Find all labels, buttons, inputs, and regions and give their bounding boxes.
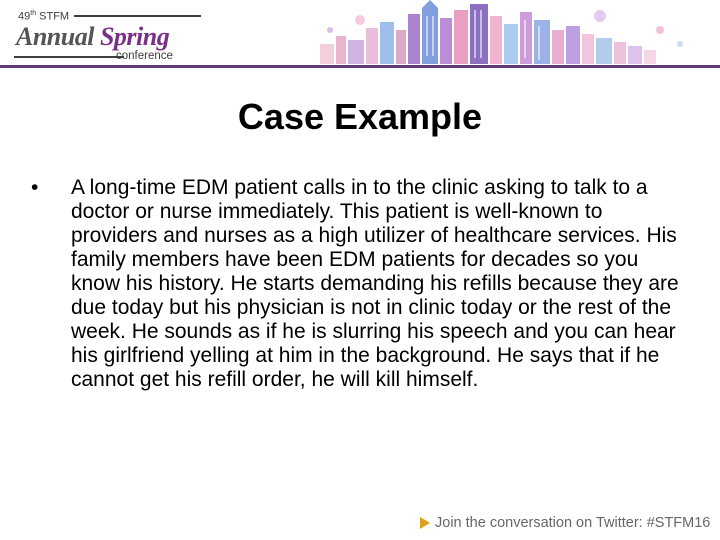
slide-header [0, 0, 720, 72]
logo-subtitle: conference [116, 50, 173, 62]
conference-logo [14, 8, 194, 66]
logo-title [16, 22, 169, 52]
header-divider [0, 65, 720, 68]
logo-edition [18, 10, 69, 23]
logo-title-spring: Spring [99, 22, 170, 51]
slide-title: Case Example [237, 96, 483, 137]
city-skyline-graphic [300, 0, 720, 64]
logo-top-rule [74, 15, 201, 17]
bullet-text: A long-time EDM patient calls in to the clinic asking to talk to a doctor or nurse immediately. This patient is well-known to providers and nurses as a high utilizer of healthcare services. His family members have been EDM patients for decades so you know his history. He starts demanding his refills because they are due today but his physician is not in clinic today or the rest of the week. He sounds as if he is slurring his speech and you can hear his girlfriend yelling at him in the background. He says that if he cannot get his refill order, he will kill himself. [71, 176, 679, 391]
bullet-marker: • [31, 176, 39, 199]
slide-footer [420, 511, 710, 535]
logo-edition-number: 49 [18, 10, 31, 23]
bullet-item [30, 176, 690, 392]
logo-bottom-rule [14, 56, 124, 58]
footer-text: Join the conversation on Twitter: #STFM16 [435, 515, 711, 531]
bullet-list [30, 176, 690, 392]
play-arrow-icon [420, 517, 430, 529]
logo-title-annual: Annual [16, 22, 100, 51]
logo-edition-suffix: th [30, 10, 37, 17]
logo-edition-org: STFM [36, 10, 70, 23]
